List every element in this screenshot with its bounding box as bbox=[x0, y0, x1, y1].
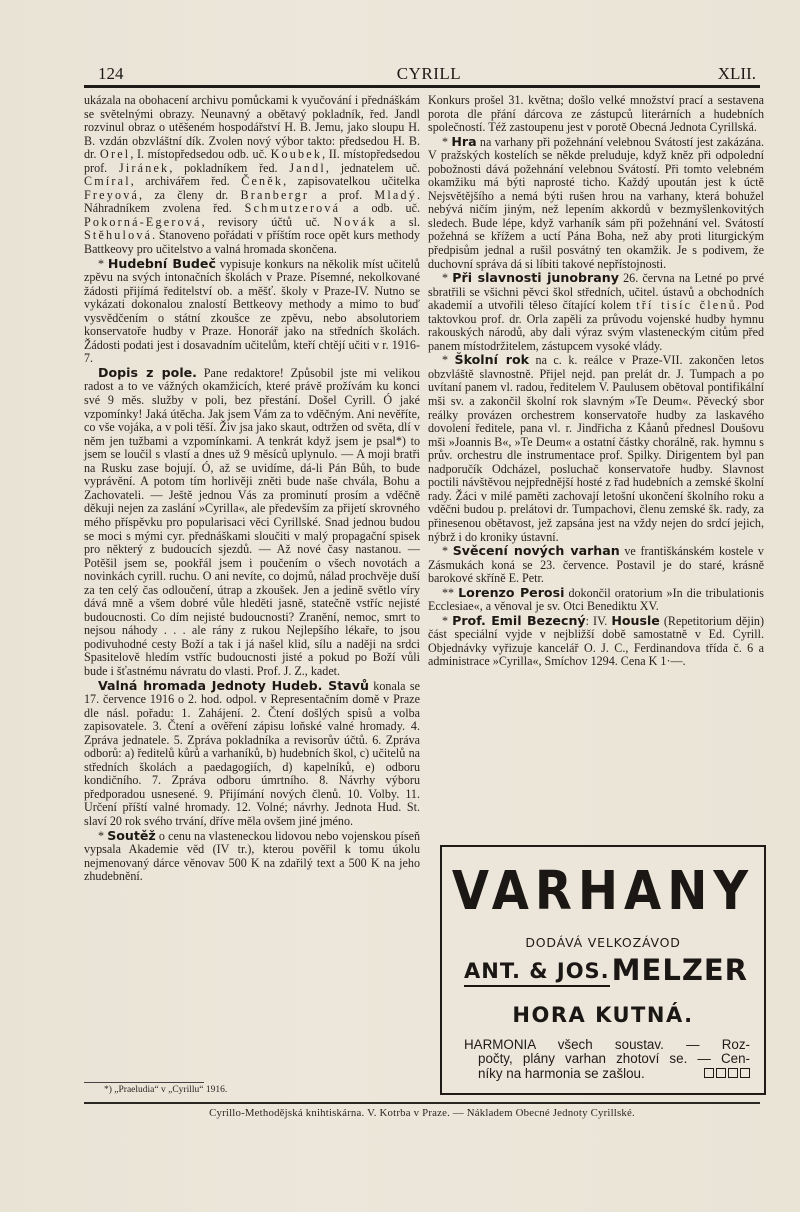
article-text: 26. června na Letné po prvé sbratřili se všichni pěvci škol středních, učitel. ústavů a obchodních akademií a utvořili těleso čítající kolem bbox=[428, 271, 764, 313]
page-number: 124 bbox=[98, 64, 124, 83]
text: , II. místopředsedou prof. bbox=[84, 147, 420, 175]
article-heading: Housle bbox=[611, 612, 660, 628]
article-valna-hromada bbox=[84, 679, 420, 829]
article-heading: Hra bbox=[451, 133, 477, 149]
text: . Stanoveno pořádati v příštím roce opět kurs methody Battkeovy pro učitelstvo a valná hromada skončena. bbox=[84, 228, 420, 257]
name: Mladý bbox=[374, 187, 417, 202]
journal-title: CYRILL bbox=[396, 64, 462, 83]
article-heading: Dopis z pole. bbox=[98, 364, 197, 380]
article-text: dokončil oratorium »In die tribulationis Ecclesiae«, a věnoval je sv. Otci Benediktu XV. bbox=[428, 585, 764, 614]
article-heading: Prof. Emil Bezecný bbox=[452, 612, 586, 628]
article-sveceni-varhan bbox=[428, 544, 764, 586]
article-text: na c. k. reálce v Praze-VII. zakončen letos obzvláště slavnostně. Přijel nejd. pan prelát dr. J. Tumpach a po uvítaní panem vl. radou, ředitelem V. Paulusem obětoval pontifikální mši sv. a zakončil školní rok slavným »Te Deum«. Pěvecký sbor reálky provázen orchestrem konservatoře hudby za laskavého dovolení ředitele, pana vl. r. Jindřicha z Kåanů přednesl Doušovu mši »Joannis B«, »Te Deum« a ostatní částky chorálně, rak. hymnu s prův. orchestru dle instrumentace prof. Spilky. Dirigentem byl pan nadporučík Odcházel, posluchač konservatoře hudby. Slavnost poctili návštěvou nejpřednější hosté z řad hudebních a zemské školní rady. Žáci v milé paměti zachovají letošní ukončení školního roku a vděčni budou p. prelátovi dr. Tumpachovi, členu zemské šk. rady, za přinesenou obětavost, jež zapsána jest na vždy nejen do srdcí jejich, nýbrž i do kroniky ústavní. bbox=[428, 353, 764, 544]
article-text: ve františkánském kostele v Zásmukách koná se 23. července. Postavil je do staré, krásně barokové skříně E. Petr. bbox=[428, 544, 764, 586]
ad-line: počty, plány varhan zhotoví se. — Cen- bbox=[478, 1051, 750, 1067]
article-heading: Valná hromada Jednoty Hudeb. Stavů bbox=[98, 677, 369, 693]
name: Jandl bbox=[289, 160, 326, 175]
paragraph-konkurs: Konkurs prošel 31. května; došlo velké množství prací a sestavena porota dle přání dárcova ze zástupců literárních a hudebních společností. Též zastoupenu jest v porotě Obecná Jednota Cyrillská. bbox=[428, 93, 764, 135]
text: , zapisovatelkou učitelka bbox=[283, 174, 420, 189]
asterisk: * bbox=[98, 256, 108, 271]
right-column bbox=[428, 94, 764, 669]
ad-city: HORA KUTNÁ. bbox=[512, 1003, 694, 1027]
asterisk: ** bbox=[442, 585, 459, 600]
article-hudebni-budec bbox=[84, 257, 420, 366]
text: . Náhradníkem zvolena řed. bbox=[84, 187, 420, 216]
asterisk: * bbox=[442, 613, 453, 628]
article-text: o cenu na vlasteneckou lidovou nebo vojenskou píseň vypsala Akademie věd (IV tr.), kterou pověřil k tomu úkolu nejmenovaný dárce věnovav 500 K na zdařilý text a 500 K na jeho zhudebnění. bbox=[84, 828, 420, 884]
text: , za členy dr. bbox=[139, 187, 241, 202]
printer-imprint: Cyrillo-Methodějská knihtiskárna. V. Kotrba v Praze. — Nákladem Obecné Jednoty Cyrillské. bbox=[209, 1107, 635, 1119]
name: Stěhulová bbox=[84, 228, 153, 243]
header-rule bbox=[84, 85, 760, 88]
ad-firm-last: MELZER bbox=[611, 953, 748, 987]
name: Branbergr bbox=[240, 187, 310, 202]
ad-line: HARMONIA všech soustav. — Roz- bbox=[464, 1037, 750, 1052]
article-heading: Při slavnosti junobrany bbox=[452, 270, 619, 286]
article-text: (Repetitorium dějin) část speciální vyjde v nejbližší době samostatně v Ed. Cyrill. Objednávky vyřizuje kancelář O. J. C., Ferdinandova třída č. 6 a administrace »Cyrilla«, Smíchov 1294. Cena K 1·—. bbox=[428, 613, 765, 669]
article-text: konala se 17. července 1916 o 2. hod. odpol. v Representačním domě v Praze dle násl. pořadu: 1. Zahájení. 2. Čtení došlých spisů a volba zapisovatele. 3. Čtení a ověření zápisu loňské valné hromady. 4. Zpráva jednatele. 5. Zpráva pokladníka a revisorův účtů. 6. Zpráva odborů: a) ředitelů kůrů a varhaníků, b) hudebních škol, c) učitelů na středních školách a paedagogiích, d) kapelníků, e) odboru kondičního. 7. Zpráva odboru úmrtního. 8. Návrhy výboru předporadou usnesené. 9. Přijímání nových členů. 10. Volby. 11. Určení příští valné hromady. 12. Volné; návrhy. Jednota Hud. St. slaví 20 rok svého trvání, dříve měla ovšem jiné jméno. bbox=[84, 678, 420, 828]
article-junobrana bbox=[428, 271, 764, 353]
asterisk: * bbox=[442, 271, 453, 286]
text: , revisory účtů uč. bbox=[201, 214, 334, 229]
article-heading: Soutěž bbox=[107, 827, 156, 843]
ad-headline: VARHANY bbox=[451, 859, 755, 923]
name: Koubek bbox=[270, 147, 323, 162]
name: Čeněk bbox=[241, 174, 284, 189]
article-soutez bbox=[84, 829, 420, 884]
asterisk: * bbox=[442, 353, 455, 368]
article-text: Pane redaktore! Způsobil jste mi velikou radost a to ve vážných okamžicích, které právě prožívám ku konci své 9 měs. služby v poli, bez přestání. Došel Cyrill. Ó jaké vzpomínky! Jaká útěcha. Jak jsem Vám za to vděčným. Ani nevěříte, co vše vojáka, a v poli těší. Živ jsa jako skaut, odtržen od světa, dlí v něm jen tužbami a vzpomínkami. A tenkrát když jsem je psal*) to jsem se loučil s vlastí a dnes už 9 měsíců uplynulo. — A moji bratři na Rusku zase bojují. Ó, až se uvidíme, dá-li Pán Bůh, to bude vyprávění. A potom tím horlivěji zněti bude naše chvála, Bohu a Zachovateli. — Ještě jednou Vás za prominutí prosím a vděčně děkuji nejen za zaslání »Cyrilla«, ale především za přijetí skrovného mého příspěvku pro popularisaci věci Cyrillské. Snad jednou budou se moci s mými cyr. přednáškami sloučiti v malý propagační spisek pro některý z budoucích sjezdů. — Až nové časy nastanou. — Potěšil jsem se, pookřál jsem i poučením o všech novotách a novinkách cyrill. ruchu. O ani nevíte, co dojmů, nálad prochvěje duší za ten celý čas odloučení, útrap a zkoušek. Jen a jedině světlo víry dává mně a všem dobré vůle hleděti jasně, statečně vstříc nejisté budoucnosti. Co dím nejisté budoucnosti? Zranění, nemoc, smrt to nejsou náhody . . . ale rány z rukou Nejlepšího lékaře, to jsou podivuhodné cesty Boží a tak i já našel klid, sílu a naději na srdci Spasitelově hledím vstříc budoucnosti jisté a pokud po Boží vůli bude i šťastnému návratu do vlasti. Prof. J. Z., kadet. bbox=[84, 365, 420, 678]
name: Pokorná-Egerová bbox=[84, 214, 202, 229]
footnote-rule bbox=[84, 1082, 204, 1083]
ad-line: níky na harmonia se zašlou. bbox=[478, 1065, 645, 1081]
text: ukázala na obohacení archivu pomůckami k vyučování i přednáškám se světelnými obrazy. Neunavný a obětavý pokladník, řed. Jandl rozvinul obraz o utěšeném hospodářství H. B. Jemu, jako sloupu H. B. vzdán obzvláštní dík. Zvolen nový výbor takto: předsedou H. B. dr. bbox=[84, 93, 420, 162]
emphasis-text: tří tisíc členů bbox=[636, 298, 737, 313]
name: Schmutzerová bbox=[244, 201, 341, 216]
article-text: . Pod taktovkou prof. dr. Orla zapěli za průvodu vojenské hudby hymnu rakouských národů, aby dali výraz svým vlasteneckým citům před panem místodržitelem, zástupcem vysoké vlády. bbox=[428, 298, 764, 353]
ad-body bbox=[464, 1038, 750, 1081]
name: Novák bbox=[333, 214, 377, 229]
paragraph-committee bbox=[84, 94, 420, 257]
article-heading: Školní rok bbox=[454, 352, 530, 368]
article-heading: Lorenzo Perosi bbox=[458, 584, 565, 600]
article-text: na varhany při požehnání velebnou Svátostí jest zakázána. V pražských kostelích se někde preluduje, když kněz při odpolední pobožnosti dává požehnání velebnou Svátostí. Při tomto velebném okamžiku má býti naprosté ticho. Každý upoután jest k úctě Nejsvětějšího a nemá býti rušen hrou na varhany, která bohužel nebývá ničím jiným, než lepením akkordů v bezmyšlenkovitých sledech. Bude lépe, když varhaník sám při požehnání vel. Svátostí požehná se křížem a uctí Pána Boha, než aby proti liturgickým předpisům jednal a rušil posvátný ten okamžik. Je s podivem, že duchovní správa dá si líbiti takové nepřístojnosti. bbox=[428, 134, 764, 271]
text: a sl. bbox=[376, 214, 420, 229]
volume-number: XLII. bbox=[717, 64, 756, 83]
ornament-squares-icon bbox=[704, 1068, 750, 1078]
article-heading: Hudební Budeč bbox=[107, 255, 216, 271]
article-hra bbox=[428, 135, 764, 271]
article-bezecny bbox=[428, 614, 764, 669]
left-column bbox=[84, 94, 420, 884]
footnote: *) „Praeludia“ v „Cyrillu“ 1916. bbox=[104, 1085, 228, 1095]
article-dopis-z-pole bbox=[84, 366, 420, 679]
text: , I. místopředsedou odb. uč. bbox=[130, 147, 271, 162]
asterisk: * bbox=[98, 828, 108, 843]
article-text: : IV. bbox=[585, 613, 612, 628]
asterisk: * bbox=[442, 544, 453, 559]
ad-line-wrap bbox=[464, 1067, 750, 1081]
text: , pokladníkem řed. bbox=[169, 160, 290, 175]
text: a odb. uč. bbox=[340, 201, 420, 216]
article-skolni-rok bbox=[428, 353, 764, 544]
article-text: vypisuje konkurs na několik míst učitelů zpěvu na svých intonačních školách v Praze. Písemné, nekolkované žádosti přijímá ředitelství ob. a měšť. školy v Praze-IV. Nutno se vykázati dokonalou znalostí Bettkeovy methody a mimo to buď vysvědčením o státní zkoušce ze zpěvu, nebo absolutoriem konservatoře hudby v Praze. Honorář jako na středních školách. Žádosti podati jest i dosavadním učitelům, kteří chtějí učiti v r. 1916-7. bbox=[84, 256, 420, 366]
ad-supplier-line: DODÁVÁ VELKOZÁVOD bbox=[525, 935, 681, 950]
footer-rule bbox=[84, 1102, 760, 1104]
article-heading: Svěcení nových varhan bbox=[452, 543, 620, 559]
text: , archivářem řed. bbox=[130, 174, 242, 189]
name: Freyová bbox=[84, 187, 140, 202]
article-perosi bbox=[428, 586, 764, 614]
name: Cmíral bbox=[84, 174, 131, 189]
asterisk: * bbox=[442, 134, 452, 149]
advertisement-box bbox=[440, 845, 766, 1095]
text: , jednatelem uč. bbox=[325, 160, 421, 175]
text: a prof. bbox=[309, 187, 375, 202]
name: Orel bbox=[100, 147, 131, 162]
ad-firm-first: ANT. & JOS. bbox=[464, 959, 610, 987]
name: Jiránek bbox=[118, 160, 170, 175]
